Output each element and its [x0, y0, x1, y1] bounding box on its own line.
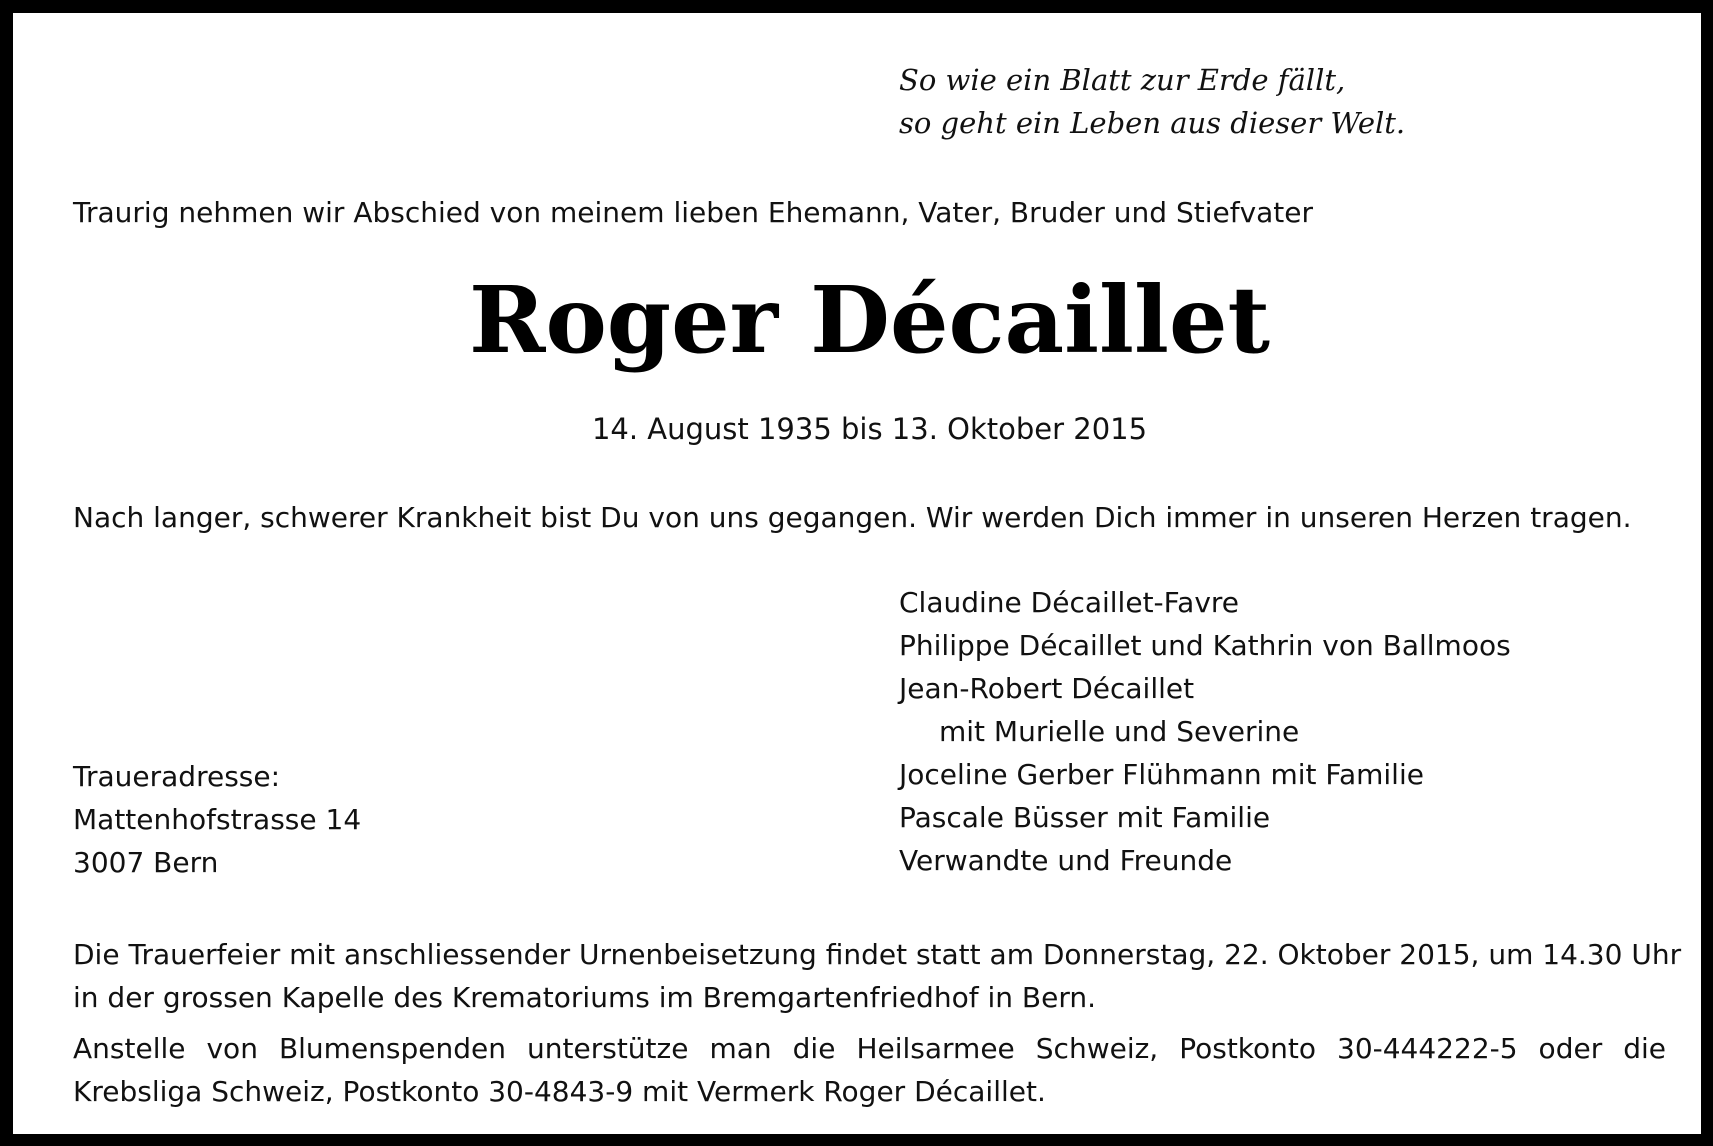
intro-text: Traurig nehmen wir Abschied von meinem lieben Ehemann, Vater, Bruder und Stiefvater: [73, 196, 1314, 229]
quote-verse: [899, 59, 1405, 145]
funeral-service-info: [73, 933, 1681, 1019]
address-label: Traueradresse:: [73, 760, 281, 793]
mourner-item: Philippe Décaillet und Kathrin von Ballmoos: [899, 629, 1511, 662]
mourner-item: Verwandte und Freunde: [899, 844, 1233, 877]
farewell-message: Nach langer, schwerer Krankheit bist Du von uns gegangen. Wir werden Dich immer in unseren Herzen tragen.: [73, 501, 1632, 534]
deceased-name: Roger Décaillet: [468, 266, 1270, 374]
quote-line-1: So wie ein Blatt zur Erde fällt,: [899, 63, 1346, 97]
donation-line-1: Anstelle von Blumenspenden unterstütze man die Heilsarmee Schweiz, Postkonto 30-444222-5 oder die: [73, 1032, 1666, 1065]
mourners-list: [899, 581, 1511, 882]
donation-info: [73, 1027, 1666, 1113]
mourner-item: Pascale Büsser mit Familie: [899, 801, 1271, 834]
mourner-item: Joceline Gerber Flühmann mit Familie: [899, 758, 1424, 791]
mourner-item: mit Murielle und Severine: [939, 715, 1300, 748]
service-line-1: Die Trauerfeier mit anschliessender Urnenbeisetzung findet statt am Donnerstag, 22. Oktober 2015, um 14.30 Uhr: [73, 938, 1682, 971]
mourning-address: [73, 755, 361, 884]
mourner-item: Jean-Robert Décaillet: [899, 672, 1195, 705]
mourner-item: Claudine Décaillet-Favre: [899, 586, 1240, 619]
donation-line-2: Krebsliga Schweiz, Postkonto 30-4843-9 mit Vermerk Roger Décaillet.: [73, 1075, 1046, 1108]
life-dates: 14. August 1935 bis 13. Oktober 2015: [591, 412, 1148, 446]
address-city: 3007 Bern: [73, 846, 219, 879]
service-line-2: in der grossen Kapelle des Krematoriums im Bremgartenfriedhof in Bern.: [73, 981, 1096, 1014]
address-street: Mattenhofstrasse 14: [73, 803, 362, 836]
quote-line-2: so geht ein Leben aus dieser Welt.: [899, 106, 1406, 140]
